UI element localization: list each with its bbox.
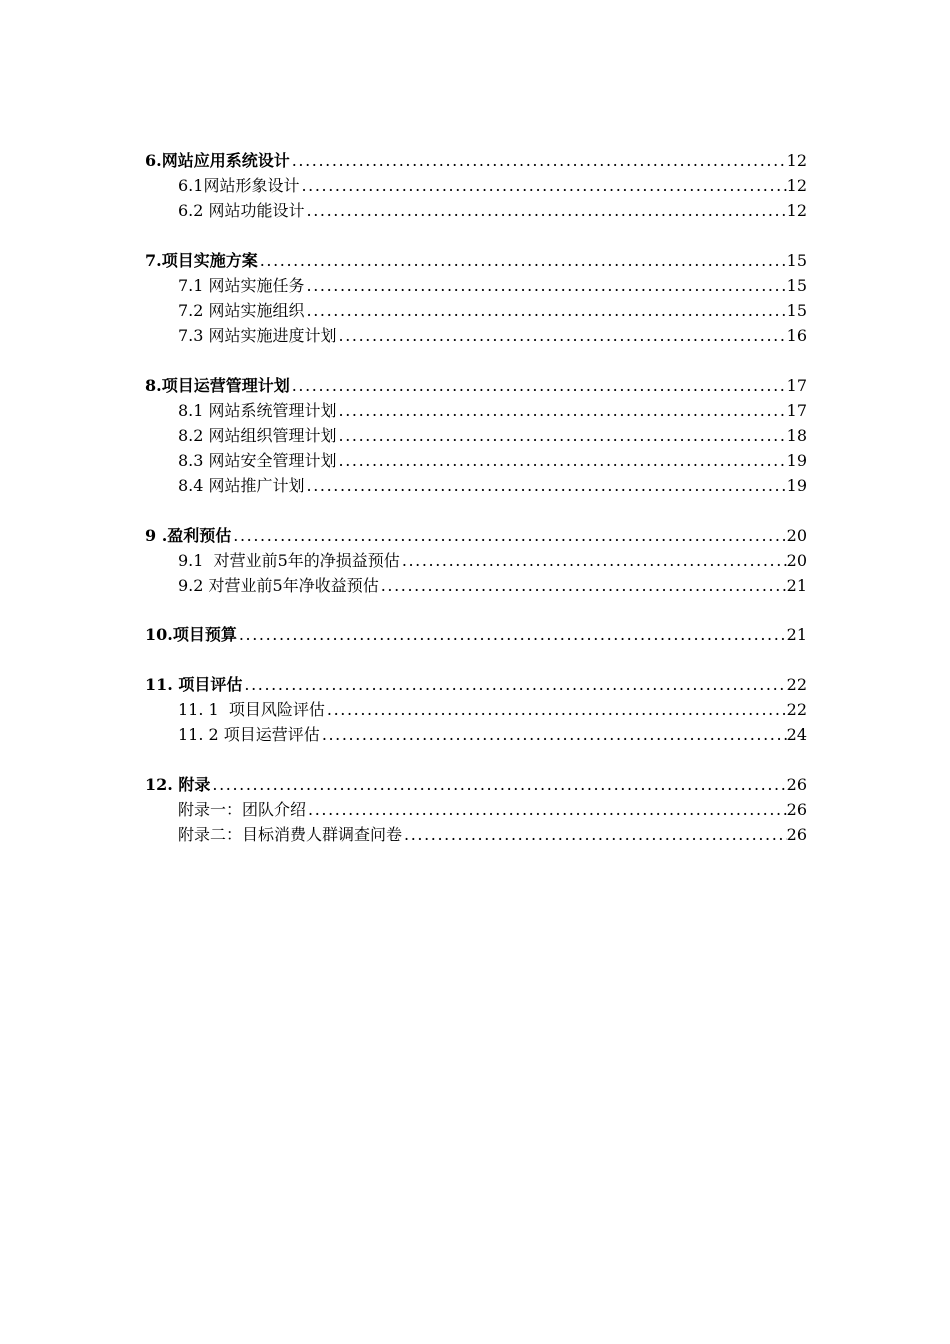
toc-entry-label: 7.项目实施方案 <box>145 251 258 270</box>
toc-dot-leader <box>299 174 786 198</box>
toc-entry-7-3[interactable] <box>178 324 807 348</box>
toc-entry-label: 11. 项目评估 <box>145 675 243 694</box>
toc-entry-label: 11. 2 项目运营评估 <box>178 725 320 744</box>
toc-entry-11-1[interactable] <box>178 698 807 722</box>
toc-dot-leader <box>242 673 786 697</box>
toc-dot-leader <box>337 324 787 348</box>
toc-page-number: 22 <box>786 700 807 719</box>
toc-entry-appendix-2[interactable] <box>178 823 807 847</box>
toc-entry-7-1[interactable] <box>178 274 807 298</box>
toc-entry-label: 6.网站应用系统设计 <box>145 151 290 170</box>
toc-dot-leader <box>337 449 787 473</box>
toc-entry-chapter-7[interactable] <box>145 249 807 273</box>
toc-entry-label: 6.2 网站功能设计 <box>178 201 305 220</box>
toc-dot-leader <box>402 823 787 847</box>
toc-entry-label: 7.3 网站实施进度计划 <box>178 326 337 345</box>
toc-entry-appendix-1[interactable] <box>178 798 807 822</box>
toc-entry-8-4[interactable] <box>178 474 807 498</box>
toc-entry-label: 7.1 网站实施任务 <box>178 276 305 295</box>
toc-entry-label: 10.项目预算 <box>145 625 237 644</box>
toc-entry-chapter-6[interactable] <box>145 149 807 173</box>
toc-dot-leader <box>258 249 787 273</box>
toc-dot-leader <box>337 424 787 448</box>
toc-dot-leader <box>337 399 787 423</box>
toc-entry-label: 8.3 网站安全管理计划 <box>178 451 337 470</box>
toc-entry-8-1[interactable] <box>178 399 807 423</box>
toc-entry-label: 9.2 对营业前5年净收益预估 <box>178 576 379 595</box>
toc-page-number: 12 <box>786 151 807 170</box>
toc-entry-label: 8.项目运营管理计划 <box>145 376 290 395</box>
toc-page-number: 19 <box>786 476 807 495</box>
toc-entry-7-2[interactable] <box>178 299 807 323</box>
toc-entry-label: 8.4 网站推广计划 <box>178 476 305 495</box>
toc-page-number: 26 <box>786 775 807 794</box>
toc-page-number: 18 <box>786 426 807 445</box>
toc-entry-label: 附录一：团队介绍 <box>178 800 307 819</box>
toc-dot-leader <box>237 623 787 647</box>
toc-entry-6-1[interactable] <box>178 174 807 198</box>
toc-page-number: 15 <box>786 276 807 295</box>
toc-page-number: 17 <box>786 376 807 395</box>
toc-page-number: 12 <box>786 176 807 195</box>
toc-dot-leader <box>320 723 787 747</box>
toc-dot-leader <box>305 199 787 223</box>
toc-page-number: 24 <box>786 725 807 744</box>
toc-entry-8-3[interactable] <box>178 449 807 473</box>
toc-dot-leader <box>305 474 787 498</box>
toc-page-number: 20 <box>786 551 807 570</box>
toc-entry-label: 附录二：目标消费人群调查问卷 <box>178 825 403 844</box>
toc-page-number: 22 <box>786 675 807 694</box>
toc-entry-label: 11. 1 项目风险评估 <box>178 700 325 719</box>
toc-dot-leader <box>305 299 787 323</box>
toc-page-number: 19 <box>786 451 807 470</box>
toc-page-number: 16 <box>786 326 807 345</box>
toc-page-number: 15 <box>786 301 807 320</box>
toc-page-number: 12 <box>786 201 807 220</box>
toc-entry-chapter-10[interactable] <box>145 623 807 647</box>
toc-entry-chapter-12[interactable] <box>145 773 807 797</box>
toc-page-number: 17 <box>786 401 807 420</box>
toc-entry-label: 8.1 网站系统管理计划 <box>178 401 337 420</box>
toc-entry-8-2[interactable] <box>178 424 807 448</box>
toc-dot-leader <box>400 549 787 573</box>
toc-entry-label: 6.1网站形象设计 <box>178 176 300 195</box>
toc-entry-chapter-8[interactable] <box>145 374 807 398</box>
toc-page-number: 26 <box>786 800 807 819</box>
toc-entry-label: 9 .盈利预估 <box>145 526 232 545</box>
toc-dot-leader <box>379 574 787 598</box>
toc-dot-leader <box>210 773 786 797</box>
toc-entry-label: 9.1 对营业前5年的净损益预估 <box>178 551 400 570</box>
toc-dot-leader <box>290 374 787 398</box>
toc-page-number: 21 <box>786 625 807 644</box>
toc-entry-9-1[interactable] <box>178 549 807 573</box>
toc-page-number: 21 <box>786 576 807 595</box>
toc-entry-chapter-9[interactable] <box>145 524 807 548</box>
toc-entry-label: 8.2 网站组织管理计划 <box>178 426 337 445</box>
toc-entry-9-2[interactable] <box>178 574 807 598</box>
toc-dot-leader <box>306 798 787 822</box>
toc-page-number: 15 <box>786 251 807 270</box>
toc-dot-leader <box>305 274 787 298</box>
toc-page-number: 26 <box>786 825 807 844</box>
toc-dot-leader <box>325 698 787 722</box>
toc-entry-label: 12. 附录 <box>145 775 211 794</box>
toc-dot-leader <box>231 524 786 548</box>
toc-entry-6-2[interactable] <box>178 199 807 223</box>
toc-dot-leader <box>290 149 787 173</box>
toc-entry-11-2[interactable] <box>178 723 807 747</box>
toc-entry-label: 7.2 网站实施组织 <box>178 301 305 320</box>
toc-entry-chapter-11[interactable] <box>145 673 807 697</box>
toc-page-number: 20 <box>786 526 807 545</box>
